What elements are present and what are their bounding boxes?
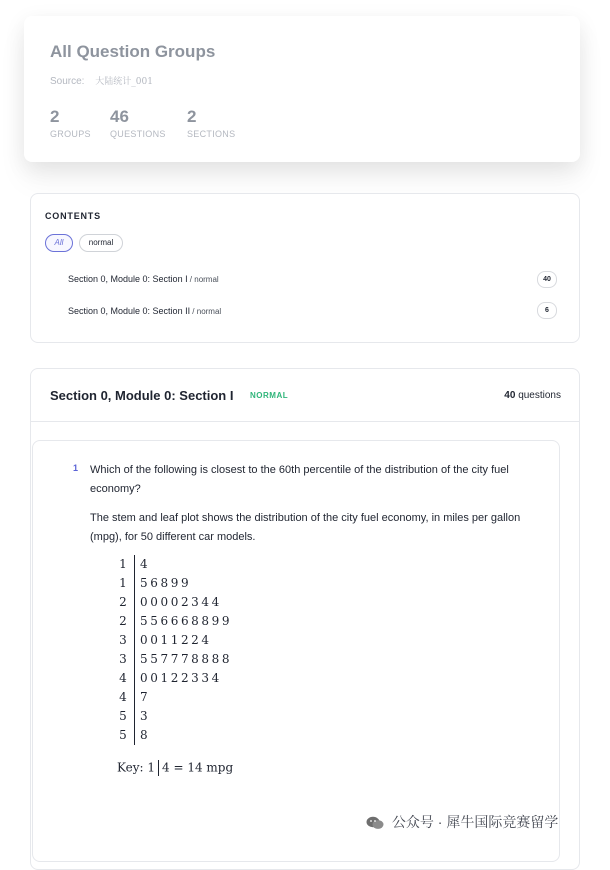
page-title: All Question Groups [50,42,216,61]
leaf-values: 7 [140,690,151,704]
source-label: Source: [50,76,85,87]
stem-value: 4 [119,671,127,685]
stem-value: 2 [119,595,127,609]
stem-divider [134,574,135,593]
stat-number: 2 [187,107,197,126]
stem-value: 3 [119,633,127,647]
contents-item-label: Section 0, Module 0: Section II [68,306,191,316]
watermark-text: 公众号 · 犀牛国际竞赛留学 [391,814,559,830]
question-card [32,440,560,862]
section-question-count [504,390,561,401]
contents-heading: CONTENTS [45,211,101,221]
leaf-values: 3 [140,709,151,723]
stat-questions [110,108,166,139]
stem-divider [134,593,135,612]
stat-number: 46 [110,107,129,126]
key-divider [158,760,159,776]
stem-divider [134,669,135,688]
question-description: The stem and leaf plot shows the distribution of the city fuel economy, in miles per gallon (mpg), for 50 different car models. [90,512,521,543]
filter-all-chip[interactable]: All [45,234,73,252]
stem-divider [134,631,135,650]
section-header [31,369,579,422]
stem-value: 1 [119,557,127,571]
source-value: 大陆统计_001 [95,77,153,87]
contents-item-section-ii[interactable] [68,306,221,316]
stem-divider [134,726,135,745]
stem-value: 2 [119,614,127,628]
source-line [50,74,153,87]
filter-normal-chip[interactable]: normal [79,234,123,252]
section-type-badge: NORMAL [250,391,289,400]
contents-item-type: / normal [187,275,219,284]
contents-panel [30,193,580,343]
stem-value: 1 [119,576,127,590]
leaf-values: 0011224 [140,633,212,647]
stem-value: 4 [119,690,127,704]
question-count-number: 40 [504,390,516,401]
leaf-values: 557778888 [140,652,233,666]
question-count-badge: 40 [537,271,557,288]
stem-divider [134,688,135,707]
stat-label: GROUPS [50,129,91,139]
question-count-label: questions [518,390,561,401]
question-text: Which of the following is closest to the 60th percentile of the distribution of the city fuel economy? [90,464,509,495]
stem-divider [134,650,135,669]
key-prefix: Key: 1 [117,760,156,775]
leaf-values: 4 [140,557,151,571]
stem-divider [134,707,135,726]
leaf-values: 00002344 [140,595,222,609]
question-count-badge: 6 [537,302,557,319]
stem-divider [134,612,135,631]
leaf-values: 00122334 [140,671,222,685]
plot-key [117,760,233,776]
stem-value: 5 [119,728,127,742]
leaf-values: 556668899 [140,614,233,628]
summary-card [24,16,580,162]
contents-item-type: / normal [190,307,222,316]
leaf-values: 8 [140,728,151,742]
stem-value: 3 [119,652,127,666]
contents-item-section-i[interactable] [68,274,219,284]
stem-divider [134,555,135,574]
watermark [366,812,558,832]
stem-value: 5 [119,709,127,723]
stat-groups [50,108,91,139]
stat-number: 2 [50,107,60,126]
stat-label: SECTIONS [187,129,236,139]
leaf-values: 56899 [140,576,192,590]
stat-sections [187,108,235,139]
wechat-icon [366,816,384,830]
stat-label: QUESTIONS [110,129,166,139]
contents-item-label: Section 0, Module 0: Section I [68,274,188,284]
section-title: Section 0, Module 0: Section I [50,388,234,403]
key-suffix: 4 = 14 mpg [162,760,234,775]
question-number: 1 [73,463,79,473]
